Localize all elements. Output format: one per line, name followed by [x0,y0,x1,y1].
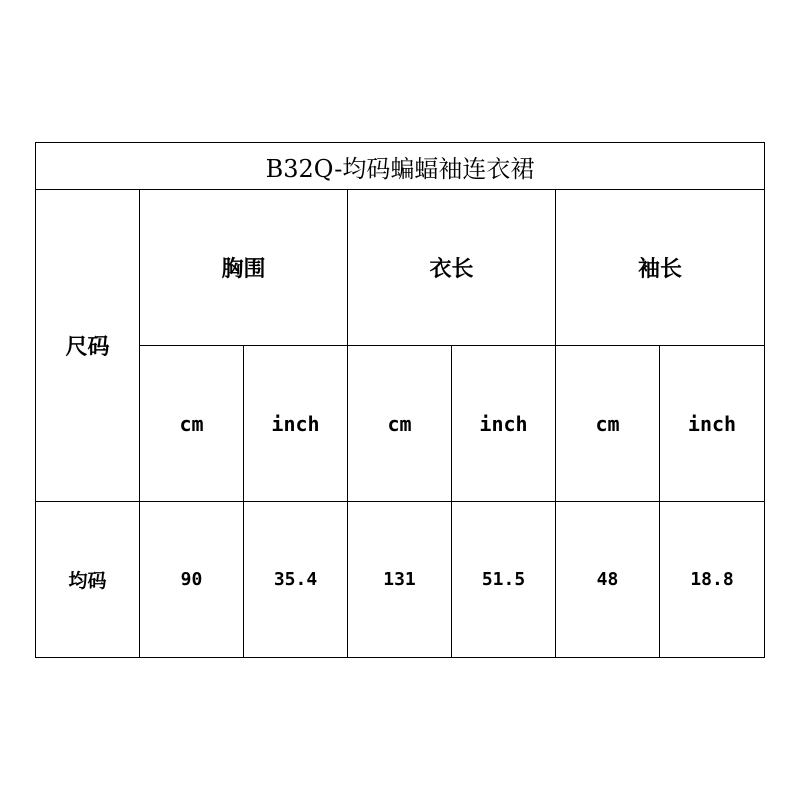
size-column-header: 尺码 [36,190,140,502]
bust-header: 胸围 [140,190,348,346]
sleeve-cm-unit: cm [556,346,660,502]
length-cm-unit: cm [348,346,452,502]
sleeve-inch-value: 18.8 [660,502,765,658]
size-chart-table [35,142,765,658]
bust-cm-value: 90 [140,502,244,658]
bust-inch-unit: inch [244,346,348,502]
table-title: B32Q-均码蝙蝠袖连衣裙 [36,143,765,190]
sleeve-inch-unit: inch [660,346,765,502]
table-row [36,502,765,658]
length-inch-unit: inch [452,346,556,502]
length-inch-value: 51.5 [452,502,556,658]
length-header: 衣长 [348,190,556,346]
length-cm-value: 131 [348,502,452,658]
bust-inch-value: 35.4 [244,502,348,658]
sleeve-cm-value: 48 [556,502,660,658]
sleeve-header: 袖长 [556,190,765,346]
bust-cm-unit: cm [140,346,244,502]
size-value: 均码 [36,502,140,658]
